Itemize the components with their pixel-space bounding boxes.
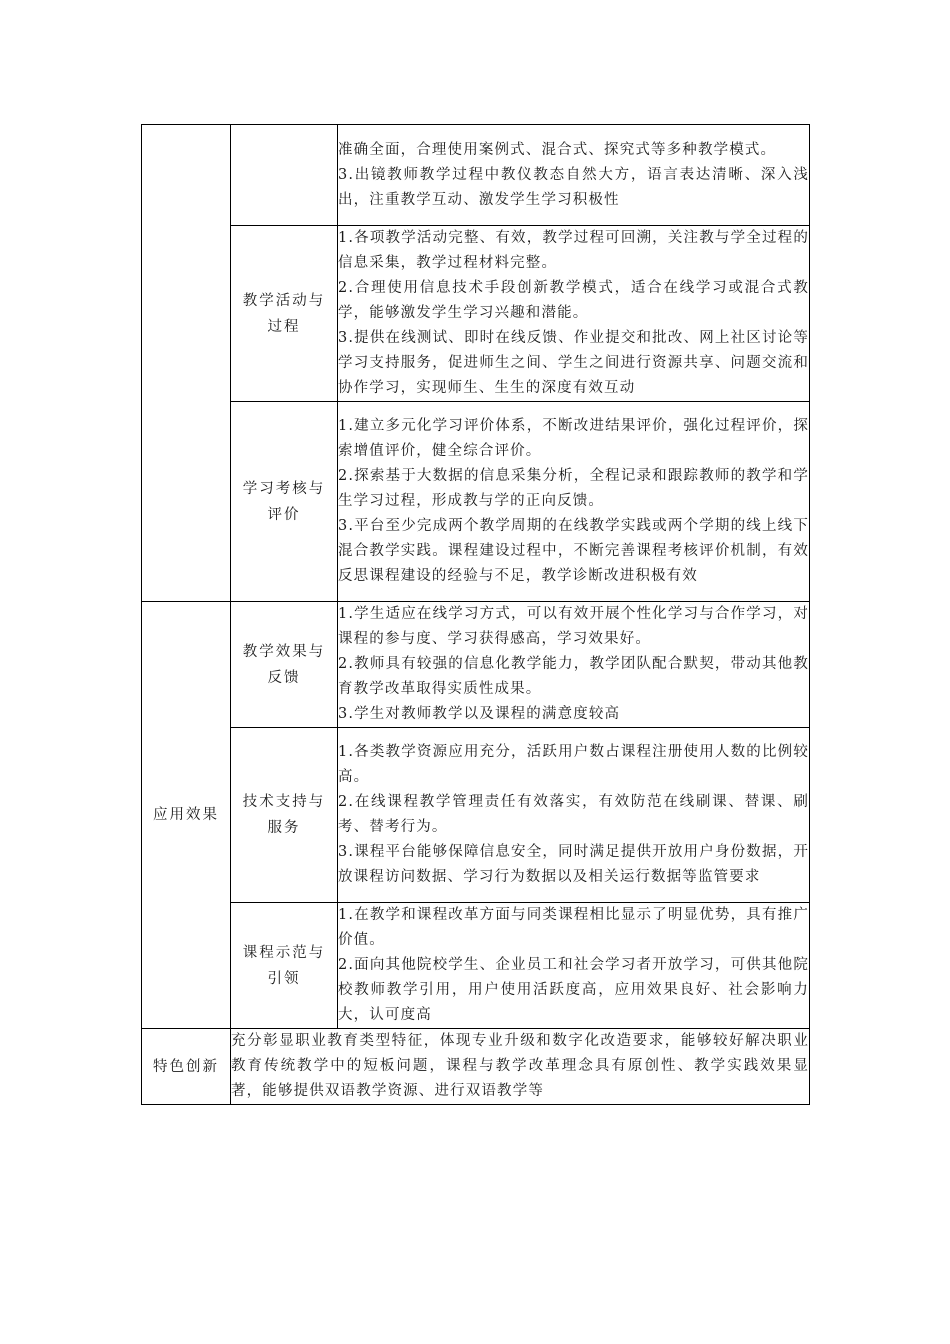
criteria-cell-wide: 充分彰显职业教育类型特征，体现专业升级和数字化改造要求，能够较好解决职业教育传统教学中的短板问题，课程与教学改革理念具有原创性、教学实践效果显著，能够提供双语教学资源、进行双语教学等 (231, 1029, 810, 1105)
category-cell: 应用效果 (142, 602, 231, 1029)
subcategory-cell (231, 903, 338, 1029)
category-cell: 特色创新 (142, 1029, 231, 1105)
criteria-cell (338, 226, 810, 402)
evaluation-criteria-table (141, 124, 810, 1105)
subcategory-cell (231, 226, 338, 402)
criteria-line: 2.面向其他院校学生、企业员工和社会学习者开放学习，可供其他院校教师教学引用，用户使用活跃度高，应用效果良好、社会影响力大，认可度高 (338, 957, 809, 1023)
subcategory-label: 引领 (267, 970, 301, 987)
subcategory-label: 服务 (267, 820, 301, 836)
criteria-line: 3.课程平台能够保障信息安全，同时满足提供开放用户身份数据，开放课程访问数据、学习行为数据以及相关运行数据等监管要求 (338, 844, 809, 885)
criteria-cell (338, 125, 810, 226)
table-row (142, 125, 810, 226)
criteria-line: 3.出镜教师教学过程中教仪教态自然大方，语言表达清晰、深入浅出，注重教学互动、激发学生学习积极性 (338, 166, 809, 208)
criteria-line: 2.探索基于大数据的信息采集分析，全程记录和跟踪教师的教学和学生学习过程，形成教与学的正向反馈。 (338, 468, 809, 509)
criteria-line: 1.学生适应在线学习方式，可以有效开展个性化学习与合作学习，对课程的参与度、学习获得感高，学习效果好。 (338, 606, 809, 647)
criteria-line: 2.合理使用信息技术手段创新教学模式，适合在线学习或混合式教学，能够激发学生学习兴趣和潜能。 (338, 280, 809, 321)
criteria-cell (338, 602, 810, 728)
criteria-cell (338, 903, 810, 1029)
criteria-line: 准确全面，合理使用案例式、混合式、探究式等多种教学模式。 (338, 141, 777, 158)
table-row (142, 903, 810, 1029)
subcategory-cell (231, 728, 338, 903)
subcategory-label: 课程示范与 (242, 944, 326, 961)
table-row (142, 728, 810, 903)
subcategory-cell (231, 402, 338, 602)
subcategory-label: 过程 (267, 318, 301, 335)
subcategory-label: 技术支持与 (242, 794, 326, 810)
subcategory-label: 评价 (267, 506, 301, 523)
subcategory-cell (231, 602, 338, 728)
criteria-line: 3.学生对教师教学以及课程的满意度较高 (338, 706, 621, 722)
criteria-line: 2.教师具有较强的信息化教学能力，教学团队配合默契，带动其他教育教学改革取得实质性成果。 (338, 656, 809, 697)
criteria-cell (338, 402, 810, 602)
criteria-line: 1.各类教学资源应用充分，活跃用户数占课程注册使用人数的比例较高。 (338, 744, 809, 785)
subcategory-label: 教学活动与 (242, 292, 326, 309)
table-row (142, 602, 810, 728)
criteria-line: 1.在教学和课程改革方面与同类课程相比显示了明显优势，具有推广价值。 (338, 907, 809, 948)
criteria-line: 1.建立多元化学习评价体系，不断改进结果评价，强化过程评价，探索增值评价，健全综合评价。 (338, 418, 809, 459)
subcategory-cell-empty (231, 125, 338, 226)
criteria-line: 3.平台至少完成两个教学周期的在线教学实践或两个学期的线上线下混合教学实践。课程建设过程中，不断完善课程考核评价机制，有效反思课程建设的经验与不足，教学诊断改进积极有效 (338, 518, 809, 584)
category-cell-empty (142, 125, 231, 602)
subcategory-label: 学习考核与 (242, 480, 326, 497)
subcategory-label: 教学效果与 (242, 643, 326, 660)
criteria-line: 2.在线课程教学管理责任有效落实，有效防范在线刷课、替课、刷考、替考行为。 (338, 794, 809, 835)
criteria-line: 1.各项教学活动完整、有效，教学过程可回溯，关注教与学全过程的信息采集，教学过程材料完整。 (338, 230, 809, 271)
table-row (142, 402, 810, 602)
subcategory-label: 反馈 (267, 669, 301, 686)
criteria-cell (338, 728, 810, 903)
table-row (142, 1029, 810, 1105)
criteria-line: 3.提供在线测试、即时在线反馈、作业提交和批改、网上社区讨论等学习支持服务，促进师生之间、学生之间进行资源共享、问题交流和协作学习，实现师生、生生的深度有效互动 (338, 330, 809, 396)
table-row (142, 226, 810, 402)
